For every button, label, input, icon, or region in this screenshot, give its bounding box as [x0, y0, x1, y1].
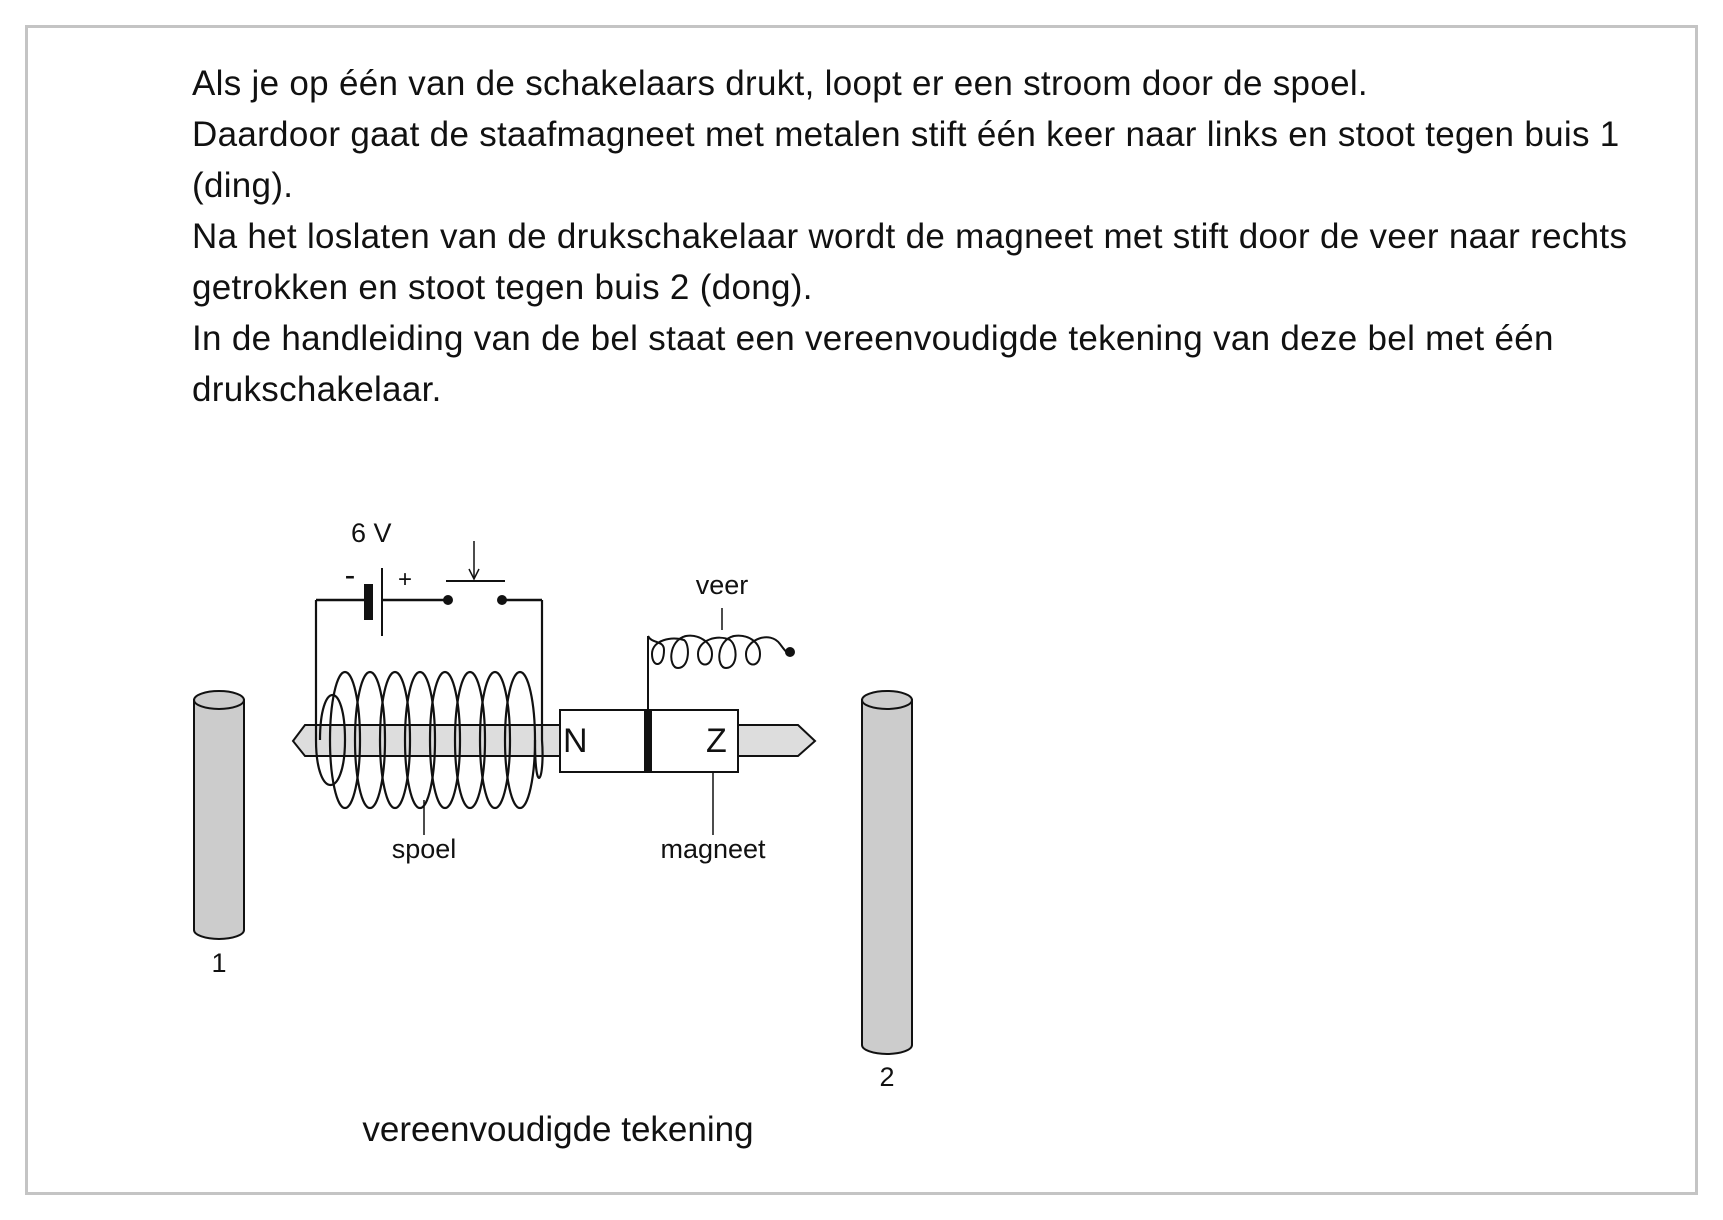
paragraph-1: Als je op één van de schakelaars drukt, loopt er een stroom door de spoel. — [192, 64, 1368, 103]
south-pole-label: Z — [706, 722, 727, 760]
diagram-caption: vereenvoudigde tekening — [362, 1110, 754, 1149]
voltage-label: 6 V — [351, 518, 392, 548]
tube-2 — [862, 691, 912, 1054]
spring-label: veer — [695, 570, 749, 600]
battery-icon — [364, 568, 382, 636]
tube-1-label: 1 — [211, 948, 227, 978]
paragraph-4: In de handleiding van de bel staat een vereenvoudigde tekening van deze bel met één drukschakelaar. — [192, 319, 1554, 409]
battery-minus-label: - — [344, 557, 356, 593]
coil-label: spoel — [391, 834, 457, 864]
tube-2-label: 2 — [879, 1062, 895, 1092]
paragraph-2: Daardoor gaat de staafmagneet met metalen stift één keer naar links en stoot tegen buis 1 (ding). — [192, 115, 1620, 205]
battery-plus-label: + — [397, 566, 413, 593]
paragraph-3: Na het loslaten van de drukschakelaar wordt de magneet met stift door de veer naar rechts getrokken en stoot tegen buis 2 (dong). — [192, 217, 1628, 307]
tube-1 — [194, 691, 244, 939]
push-switch-icon — [443, 541, 507, 605]
north-pole-label: N — [563, 722, 588, 760]
spring-anchor-icon — [785, 647, 795, 657]
coil — [316, 600, 543, 808]
magnet-label: magneet — [660, 834, 766, 864]
spring — [648, 608, 790, 710]
